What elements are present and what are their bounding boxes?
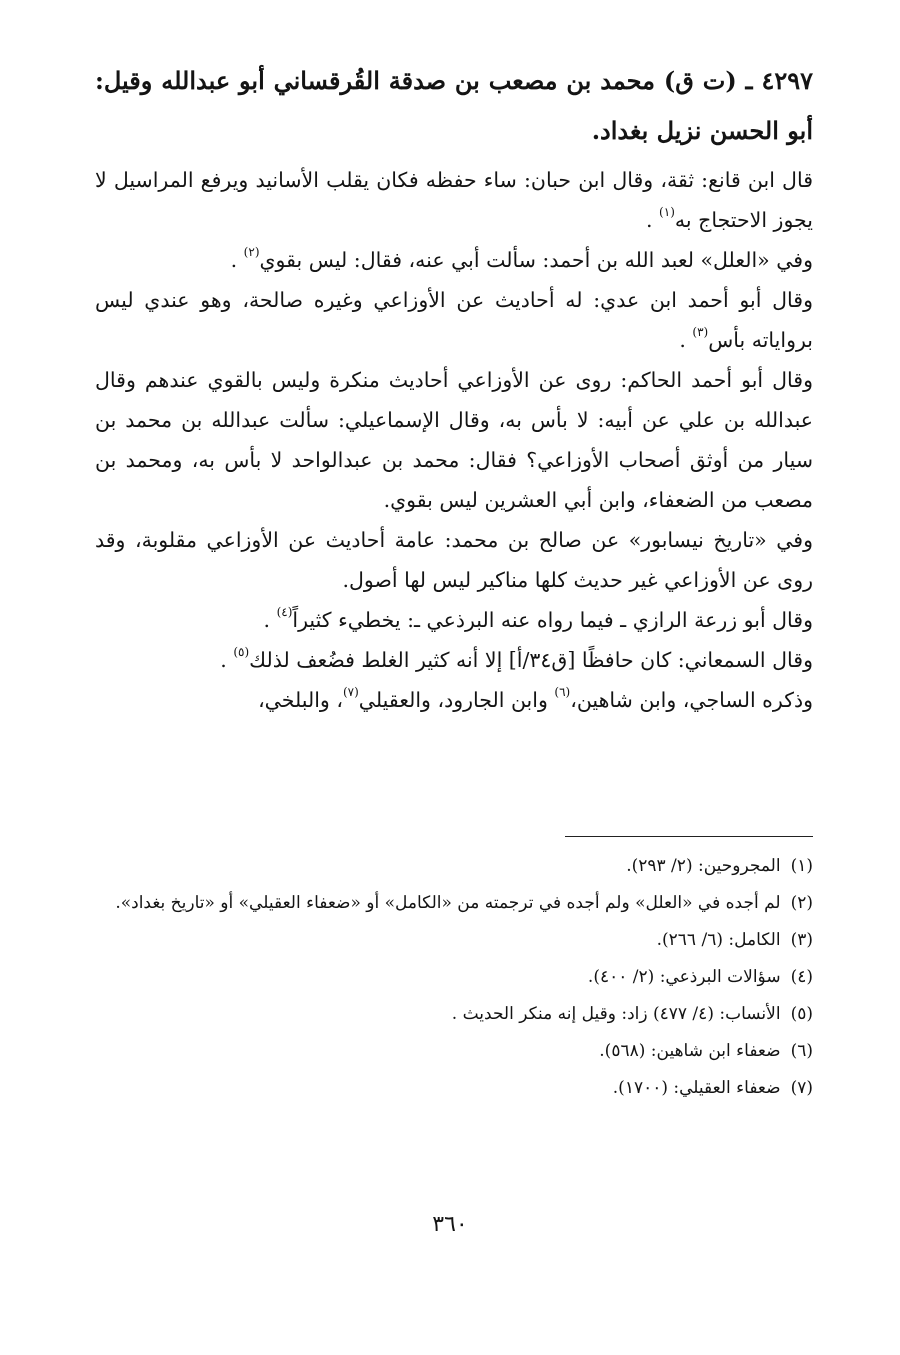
footnote-ref-7: (٧) [342, 685, 359, 700]
footnote-3 [95, 922, 813, 959]
paragraph-4: وقال أبو أحمد الحاكم: روى عن الأوزاعي أحاديث منكرة وليس بالقوي عندهم وقال عبدالله بن علي عن أبيه: لا بأس به، وقال الإسماعيلي: سألت عبدالله بن محمد بن سيار من أوثق أصحاب الأوزاعي؟ فقال: محمد بن عبدالواحد لا بأس به، ومحمد بن مصعب من الضعفاء، وابن أبي العشرين ليس بقوي. [95, 368, 813, 512]
footnote-ref-3: (٣) [692, 325, 709, 340]
footnote-4 [95, 959, 813, 996]
footnote-5 [95, 996, 813, 1033]
paragraph-text: وقال أبو أحمد ابن عدي: له أحاديث عن الأوزاعي وغيره صالحة، وهو عندي ليس برواياته بأس [95, 288, 813, 352]
paragraph-3 [95, 280, 813, 360]
page-number: ٣٦٠ [432, 1212, 468, 1237]
footnote-number: (٦) [790, 1041, 813, 1061]
entry-heading: ٤٢٩٧ ـ (ت ق) محمد بن مصعب بن صدقة القُرقساني أبو عبدالله وقيل: أبو الحسن نزيل بغداد. [95, 66, 813, 145]
footnote-text: لم أجده في «العلل» ولم أجده في ترجمته من «الكامل» أو «ضعفاء العقيلي» أو «تاريخ بغداد». [115, 893, 781, 913]
footnote-number: (٢) [790, 893, 813, 913]
footnote-2 [95, 885, 813, 922]
paragraph-7 [95, 640, 813, 680]
footnote-6 [95, 1033, 813, 1070]
paragraph-6 [95, 600, 813, 640]
paragraph-text: وابن الجارود، والعقيلي [358, 688, 555, 712]
paragraph-text: وقال السمعاني: كان حافظًا [ق٣٤/أ] إلا أنه كثير الغلط فضُعف لذلك [249, 648, 813, 672]
footnote-divider [565, 836, 813, 837]
footnote-number: (١) [790, 856, 813, 876]
paragraph-text: وذكره الساجي، وابن شاهين، [570, 688, 813, 712]
paragraph-1 [95, 160, 813, 240]
footnote-text: ضعفاء ابن شاهين: (٥٦٨). [599, 1041, 781, 1061]
footnote-number: (٤) [790, 967, 813, 987]
paragraph-text: وفي «العلل» لعبد الله بن أحمد: سألت أبي عنه، فقال: ليس بقوي [259, 248, 813, 272]
footnote-text: سؤالات البرذعي: (٢/ ٤٠٠). [587, 967, 781, 987]
footnote-ref-4: (٤) [276, 605, 293, 620]
paragraph-5: وفي «تاريخ نيسابور» عن صالح بن محمد: عامة أحاديث عن الأوزاعي مقلوبة، وقد روى عن الأوزاعي غير حديث كلها مناكير ليس لها أصول. [95, 528, 813, 592]
paragraph-tail: . [646, 208, 660, 232]
footnote-text: المجروحين: (٢/ ٢٩٣). [626, 856, 781, 876]
paragraph-text: قال ابن قانع: ثقة، وقال ابن حبان: ساء حفظه فكان يقلب الأسانيد ويرفع المراسيل لا يجوز الاحتجاج به [95, 168, 813, 232]
main-text [95, 56, 813, 720]
footnote-ref-6: (٦) [554, 685, 571, 700]
footnote-number: (٥) [790, 1004, 813, 1024]
footnote-7 [95, 1070, 813, 1107]
footnote-text: ضعفاء العقيلي: (١٧٠٠). [612, 1078, 781, 1098]
footnote-text: الكامل: (٦/ ٢٦٦). [656, 930, 781, 950]
footnote-ref-2: (٢) [243, 245, 260, 260]
paragraph-text: وقال أبو زرعة الرازي ـ فيما رواه عنه البرذعي ـ: يخطيء كثيراً [292, 608, 813, 632]
footnote-1 [95, 848, 813, 885]
footnotes [95, 848, 813, 1107]
paragraph-tail: . [263, 608, 277, 632]
paragraph-tail: . [679, 328, 693, 352]
paragraph-tail: . [230, 248, 244, 272]
footnote-ref-1: (١) [659, 205, 675, 220]
paragraph-8 [95, 680, 813, 720]
paragraph-tail: . [220, 648, 234, 672]
footnote-ref-5: (٥) [233, 645, 250, 660]
paragraph-2 [95, 240, 813, 280]
paragraph-text: ، والبلخي، [258, 688, 343, 712]
footnote-number: (٧) [790, 1078, 813, 1098]
footnote-number: (٣) [790, 930, 813, 950]
footnote-text: الأنساب: (٤/ ٤٧٧) زاد: وقيل إنه منكر الحديث . [451, 1004, 781, 1024]
